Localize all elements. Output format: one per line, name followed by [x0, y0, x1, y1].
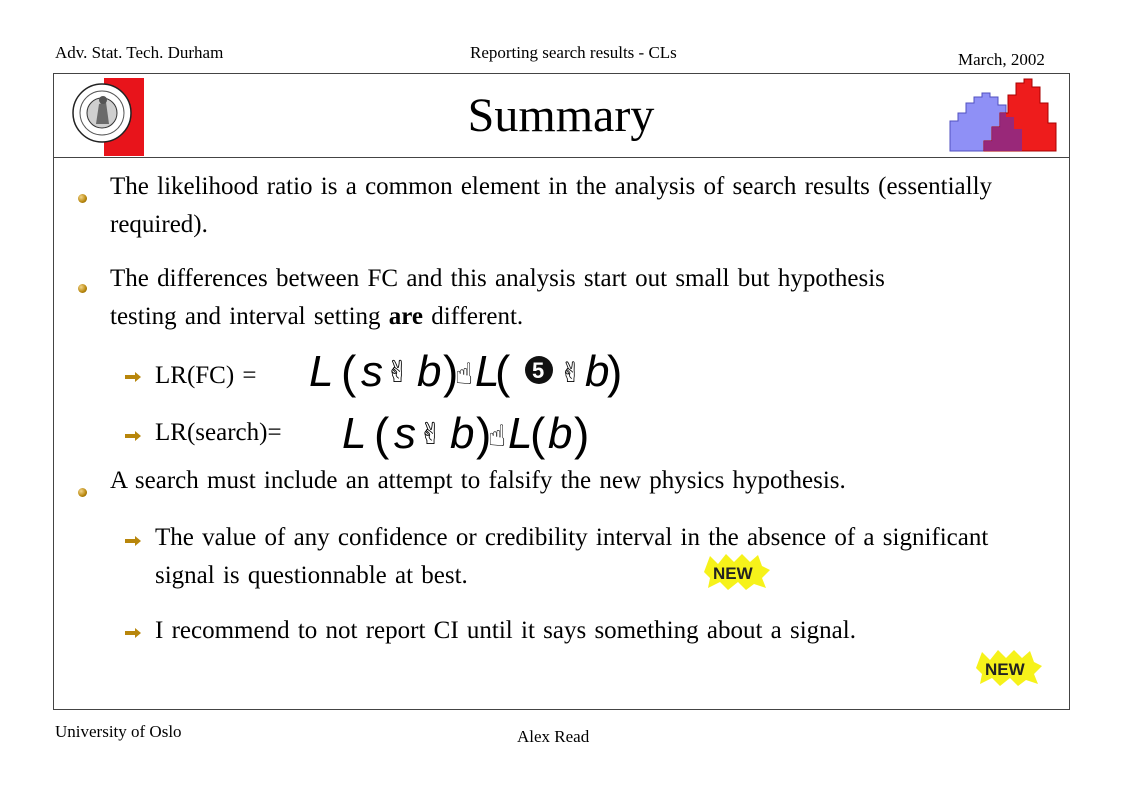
lr-fc-formula	[305, 342, 623, 398]
svg-text:): )	[443, 346, 459, 398]
header-left: Adv. Stat. Tech. Durham	[55, 43, 224, 62]
bullet-dot	[78, 284, 87, 293]
svg-text:): )	[607, 346, 623, 398]
lr-search-label: LR(search)=	[155, 419, 282, 446]
svg-text:b: b	[450, 409, 475, 458]
sub-confidence-interval: The value of any confidence or credibility interval in the absence of a significant signal is questionnable at best.	[155, 524, 989, 589]
svg-text:(: (	[530, 408, 546, 460]
svg-text:☝: ☝	[455, 357, 474, 392]
header-date: March, 2002	[958, 50, 1045, 69]
footer-university: University of Oslo	[55, 722, 182, 741]
svg-text:5: 5	[532, 358, 545, 383]
arrow-icon	[125, 536, 141, 546]
bullet-likelihood-ratio: The likelihood ratio is a common element in the analysis of search results (essentially required).	[110, 173, 993, 238]
slide-title: Summary	[467, 89, 655, 142]
new-badge	[972, 648, 1044, 688]
footer-author: Alex Read	[517, 727, 590, 746]
svg-text:(: (	[341, 346, 357, 398]
svg-text:✌: ✌	[559, 356, 583, 389]
svg-text:(: (	[495, 346, 511, 398]
svg-text:s: s	[361, 347, 383, 396]
svg-text:b: b	[585, 347, 610, 396]
arrow-icon	[125, 628, 141, 638]
bullet-dot	[78, 194, 87, 203]
bullet-differences-end: different.	[423, 303, 524, 330]
lr-fc-label: LR(FC) =	[155, 362, 257, 389]
new-badge	[700, 552, 772, 592]
svg-text:(: (	[374, 408, 390, 460]
sub-recommend: I recommend to not report CI until it says something about a signal.	[155, 617, 856, 644]
histogram-logo	[944, 77, 1066, 153]
svg-text:): )	[574, 408, 590, 460]
svg-text:L: L	[309, 347, 334, 396]
svg-text:): )	[476, 408, 492, 460]
svg-text:L: L	[475, 347, 500, 396]
svg-text:✌: ✌	[385, 355, 411, 390]
bullet-dot	[78, 488, 87, 497]
svg-text:L: L	[508, 409, 533, 458]
bullet-differences-text: The differences between FC and this analysis start out small but hypothesis testing and interval setting	[110, 265, 885, 330]
svg-text:✌: ✌	[418, 417, 444, 452]
arrow-icon	[125, 431, 141, 441]
bold-are: are	[388, 303, 424, 330]
new-badge-text: NEW	[985, 660, 1025, 679]
svg-text:L: L	[342, 409, 367, 458]
title-separator	[53, 157, 1070, 158]
svg-text:☝: ☝	[488, 419, 507, 454]
bullet-search-falsify: A search must include an attempt to falsify the new physics hypothesis.	[110, 467, 846, 494]
header-center: Reporting search results - CLs	[470, 43, 677, 62]
arrow-icon	[125, 372, 141, 382]
svg-text:s: s	[394, 409, 416, 458]
new-badge-text: NEW	[713, 564, 753, 583]
svg-text:b: b	[417, 347, 442, 396]
svg-text:b: b	[548, 409, 573, 458]
lr-search-formula	[338, 404, 598, 460]
bullet-differences	[110, 260, 955, 336]
